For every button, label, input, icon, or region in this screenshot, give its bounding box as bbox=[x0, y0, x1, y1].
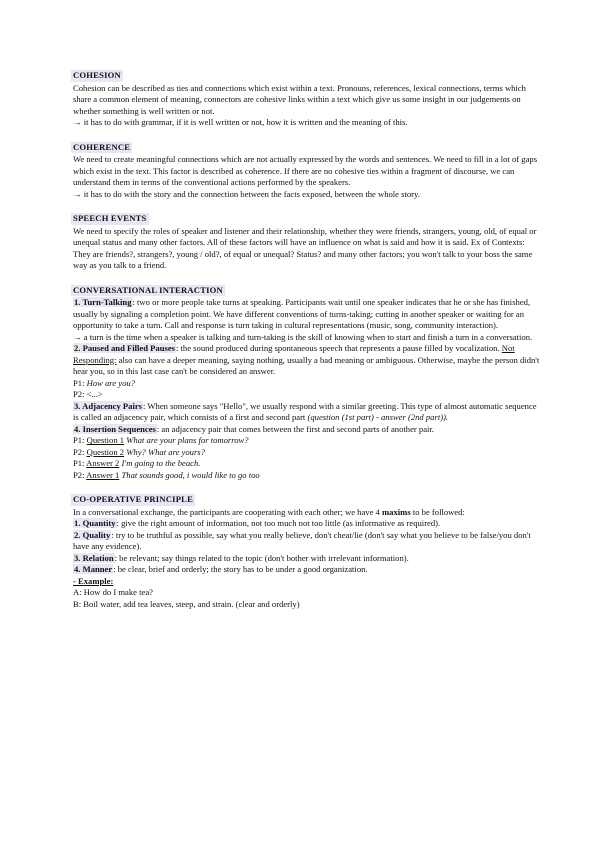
paragraph-pauses bbox=[73, 343, 543, 378]
paragraph-turn-talking bbox=[73, 297, 543, 332]
example-line: A: How do I make tea? bbox=[73, 587, 153, 597]
paragraph-insertion bbox=[73, 424, 543, 436]
section-speech-events bbox=[73, 213, 543, 272]
text: : be clear, brief and orderly; the story has to be under a good organization. bbox=[113, 564, 368, 574]
heading-coherence: COHERENCE bbox=[73, 141, 131, 152]
paragraph: We need to create meaningful connections which are not actually expressed by the words and sentences. We need to fill in a lot of gaps which exist in the text. This factor is described as coherence. If there are no cohesive ties within a fragment of discourse, we can understand them in terms of the conventional actions performed by the speakers. bbox=[73, 154, 538, 187]
maxim-item bbox=[73, 530, 543, 553]
example-line: B: Boil water, add tea leaves, steep, and strain. (clear and orderly) bbox=[73, 598, 300, 609]
text: : When someone says "Hello", we usually respond with a similar greeting. This type of almost automatic sequence is called an adjacency pair, which consists of a first and second part bbox=[73, 400, 537, 422]
example-label bbox=[73, 576, 543, 588]
text: In a conversational exchange, the participants are cooperating with each other; we have 4 bbox=[73, 506, 383, 517]
maxim-item bbox=[73, 553, 543, 565]
dialog-line bbox=[73, 435, 543, 447]
label-quantity: 1. Quantity bbox=[74, 518, 116, 528]
label-turn-talking: 1. Turn-Talking bbox=[74, 297, 132, 307]
label-relation: 3. Relation bbox=[74, 552, 114, 563]
label-manner: 4. Manner bbox=[74, 564, 113, 574]
paragraph-adjacency bbox=[73, 401, 543, 424]
maxim-item bbox=[73, 518, 543, 530]
label-quality: 2. Quality bbox=[74, 529, 111, 540]
utterance: How are you? bbox=[86, 377, 135, 388]
text: : give the right amount of information, not too much not too little (as informative as required). bbox=[116, 518, 441, 528]
speaker: P1: bbox=[73, 377, 85, 388]
utterance: Why? What are yours? bbox=[126, 446, 205, 457]
text: also can have a deeper meaning, saying nothing, usually a bad meaning or ambiguous. Otherwise, maybe the person didn't hear you, so in this last case can't be considered an answer. bbox=[73, 354, 540, 376]
document-page bbox=[73, 70, 543, 620]
speaker: P2: bbox=[73, 446, 85, 457]
dialog-tag: Answer 2 bbox=[86, 458, 120, 468]
label-adjacency-pairs: 3. Adjacency Pairs bbox=[74, 400, 143, 411]
paragraph: Cohesion can be described as ties and connections which exist within a text. Pronouns, references, lexical connections, terms which share a common element of meaning, connectors are cohesive links within a text which give us some insight in our judgements on whether something is well written or not. bbox=[73, 82, 526, 116]
text: : two or more people take turns at speaking. Participants wait until one speaker indicates that he or she has finished, usually by signaling a completion point. We have different conventions of turns-taking; cutting in another speaker or waiting for an opportunity to take a turn. Call and response is turn taking in cultural representations (music, song, community interaction). bbox=[73, 297, 531, 330]
label-example: - Example: bbox=[73, 575, 114, 586]
example-line: P2: <...> bbox=[73, 389, 103, 399]
dialog-tag: Question 1 bbox=[86, 435, 125, 445]
text: : an adjacency pair that comes between the first and second parts of another pair. bbox=[156, 423, 434, 434]
maxim-item bbox=[73, 564, 543, 576]
text: to be followed: bbox=[410, 506, 465, 517]
heading-conversational-interaction: CONVERSATIONAL INTERACTION bbox=[73, 284, 223, 295]
paragraph-note: → a turn is the time when a speaker is talking and turn-taking is the skill of knowing when to start and finish a turn in a conversation. bbox=[73, 331, 533, 342]
paragraph: We need to specify the roles of speaker and listener and their relationship, whether they were friends, strangers, young, old, of equal or unequal status and many other factors. All of these factors will have an influence on what is said and how it is said. Ex of Contexts: They are friends?, strangers?, young / old?, of equal or unequal? Status? and many other factors; you won't talk to your boss the same way as you talk to a friend. bbox=[73, 225, 537, 270]
utterance: I'm going to the beach. bbox=[121, 458, 201, 468]
section-cohesion bbox=[73, 70, 543, 129]
dialog-line bbox=[73, 458, 543, 470]
heading-speech-events: SPEECH EVENTS bbox=[73, 213, 147, 223]
section-cooperative-principle bbox=[73, 494, 543, 610]
text-bold: maxims bbox=[382, 506, 411, 517]
dialog-line bbox=[73, 447, 543, 459]
paragraph-note: → it has to do with grammar, if it is well written or not, how it is written and the meaning of this. bbox=[73, 117, 408, 127]
utterance: What are your plans for tomorrow? bbox=[126, 435, 249, 445]
speaker: P1: bbox=[73, 458, 85, 468]
dialog-tag: Answer 1 bbox=[86, 469, 120, 480]
speaker: P2: bbox=[73, 469, 85, 480]
text: : the sound produced during spontaneous speech that represents a pause filled by vocalization. bbox=[176, 343, 500, 353]
heading-cohesion: COHESION bbox=[73, 70, 121, 80]
label-not-responding: Not Responding: bbox=[73, 343, 515, 365]
label-insertion-sequences: 4. Insertion Sequences bbox=[74, 423, 156, 434]
section-coherence bbox=[73, 142, 543, 201]
speaker: P1: bbox=[73, 435, 85, 445]
dialog-tag: Question 2 bbox=[86, 446, 125, 457]
heading-cooperative-principle: CO-OPERATIVE PRINCIPLE bbox=[73, 494, 194, 504]
example-line bbox=[73, 378, 543, 390]
text: : be relevant; say things related to the topic (don't bother with irrelevant information). bbox=[114, 552, 409, 563]
label-pauses: 2. Paused and Filled Pauses bbox=[74, 343, 175, 353]
paragraph-note: → it has to do with the story and the connection between the facts exposed, between the whole story. bbox=[73, 188, 420, 199]
section-conversational-interaction bbox=[73, 285, 543, 482]
paragraph-intro bbox=[73, 507, 543, 519]
utterance: That sounds good, i would like to go too bbox=[121, 469, 260, 480]
dialog-line bbox=[73, 470, 543, 482]
text-italic: (question (1st part) - answer (2nd part)). bbox=[307, 412, 449, 422]
text: : try to be truthful as possible, say what you really believe, don't cheat/lie (don't say what you believe to be false/you don't have any evidence). bbox=[73, 529, 531, 551]
